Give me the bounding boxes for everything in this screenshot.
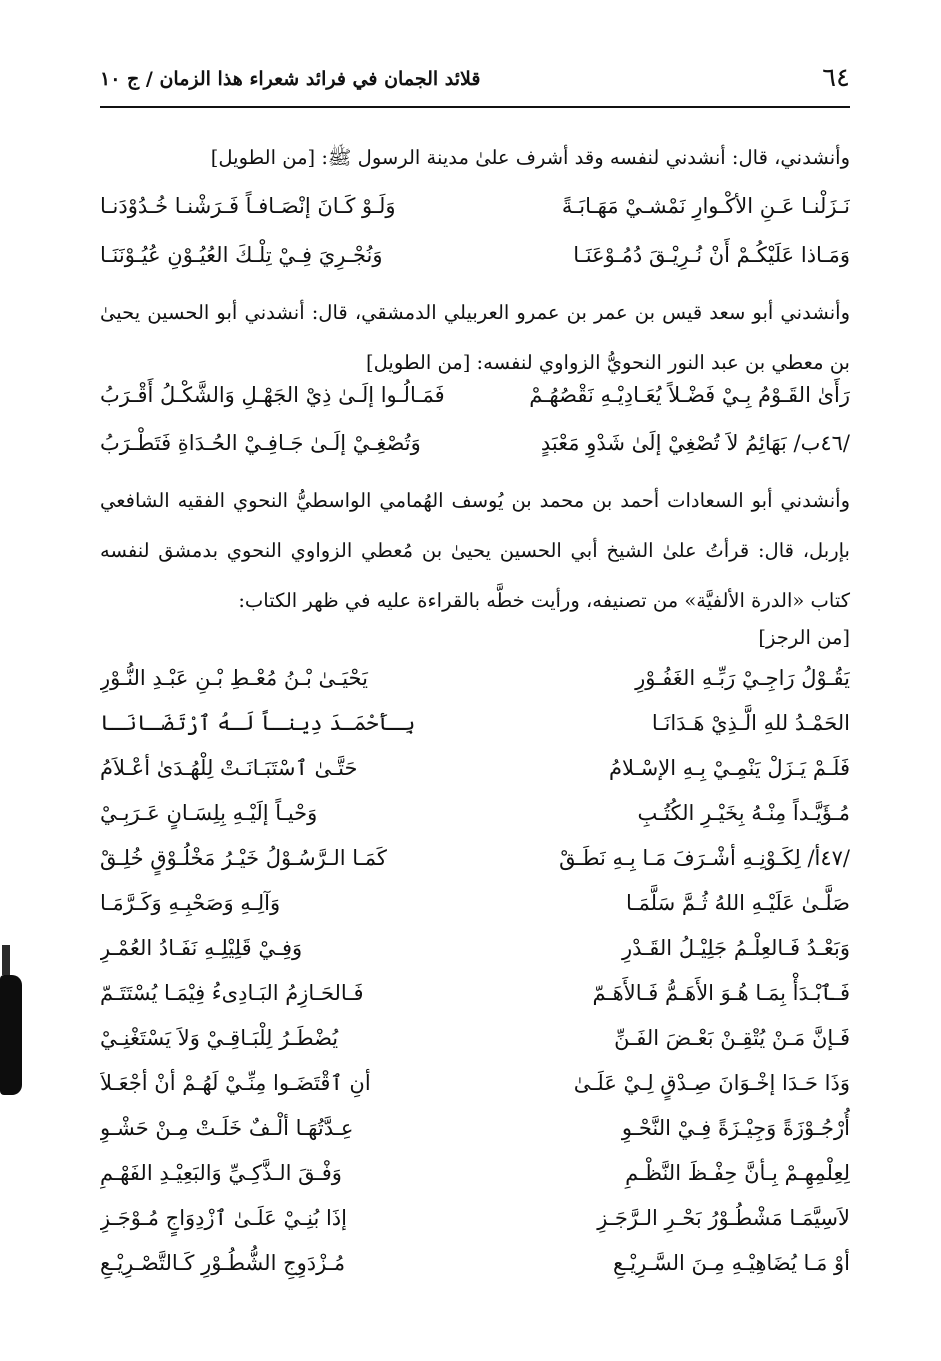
scan-edge-mark [0,975,22,1095]
verse-first-hemistich: وَبَعْـدُ فَـالعِلْـمُ جَلِيْـلُ القَـدْرِ [621,936,850,960]
verse-second-hemistich: إذَا بُنِـيْ عَلَـىٰ ٱزْدِوَاجٍ مُـوْجَـزِ [100,1206,347,1230]
verse-first-hemistich: /٤٧أ/ لِكَـوْنِـهِ أشْـرَفَ مَـا بِـهِ نَطَـقْ [559,846,850,870]
verse-first-hemistich: صَلَّـىٰ عَلَيْـهِ اللهُ ثُـمَّ سَلَّمَـا [625,891,850,915]
verse-row [100,1060,850,1106]
verse-first-hemistich: فَـإنَّ مَـنْ يُتْقِـنْ بَعْـضَ الفَـنِّ [614,1026,850,1050]
intro-paragraph-3: وأنشدني أبو السعادات أحمد بن محمد بن يُوسف الهُمامي الواسطيُّ النحوي الفقيه الشافعي بإربل، قال: قرأتُ علىٰ الشيخ أبي الحسين يحيىٰ بن مُعطي الزواوي النحوي بدمشق لنفسه كتاب «الدرة الألفيَّة» من تصنيفه، ورأيت خطَّه بالقراءة عليه في ظهر الكتاب: [100,489,850,612]
verse-first-hemistich: وَذَا حَـدَا إخْـوَانَ صِـدْقٍ لِـيْ عَلَـىٰ [573,1071,850,1095]
verse-row [100,1195,850,1241]
verse-row [100,880,850,926]
verse-second-hemistich: يَحْيَـىٰ بْـنُ مُعْـطِ بْـنِ عَبْـدِ النُّـوْرِ [100,666,368,690]
intro-paragraph-1: وأنشدني، قال: أنشدني لنفسه وقد أشرف علىٰ مدينة الرسول ﷺ: [من الطويل] [210,146,850,169]
verse-first-hemistich: وَمَـاذا عَلَيْكُـمْ أَنْ نُـرِيْـقَ دُمُـوْعَنَـا [573,243,850,267]
verse-row [100,183,850,229]
verse-second-hemistich: كَمَـا الـرَّسُـوْلُ خَيْـرُ مَخْلُـوْقٍ خُلِـقْ [100,846,387,870]
verse-first-hemistich: لِعِلْمِهِـمْ بِـأنَّ حِفْـظَ النَّظْـمِ [625,1161,850,1185]
verse-second-hemistich: مُـزْدَوِجِ الشُّطُـوْرِ كَـالتَّصْـرِيْـعِ [100,1251,346,1275]
verse-second-hemistich: يُضْطَـرُ لِلْبَـاقِـيْ وَلاَ يَسْتَغْنِـيْ [100,1026,339,1050]
verse-row [100,790,850,836]
verse-second-hemistich: وَآلِـهِ وَصَحْبِـهِ وَكَـرَّمَـا [100,891,281,915]
verse-first-hemistich: رَأَىٰ القَـوْمُ بِـيْ فَضْـلاً يُعَـادِيْـهِ نَقْصُهُـمْ [529,383,850,407]
verse-first-hemistich: مُـؤَيَّـداً مِنْـهُ بِخَيْـرِ الكُتُـبِ [637,801,850,825]
verse-row [100,420,850,466]
verse-row [100,1240,850,1286]
verse-second-hemistich: وَتُصْغِـيْ إلَـىٰ جَـافِـيْ الحُـدَاةِ فَتَطْـرَبُ [100,431,421,455]
verse-row [100,232,850,278]
verse-first-hemistich: أُرْجُـوْزَةً وَجِيْـزَةً فِـيْ النَّحْـوِ [621,1116,850,1140]
verse-first-hemistich: نَـزَلْنـا عَـنِ الأكْـوارِ نَمْشـيْ مَهَـابَـةً [561,194,850,218]
verse-second-hemistich: حَتَّـىٰ ٱسْتَبَـانَـتْ لِلْهُـدَىٰ أعْـلاَمُ [100,756,358,780]
verse-row [100,372,850,418]
verse-first-hemistich: /٤٦ب/ بَهَائِمُ لاَ تُصْغِيْ إلَىٰ شَدْوِ مَعْبَدٍ [540,431,850,455]
verse-first-hemistich: أوْ مَـا يُضَاهِيْـهِ مِـنَ السَّـرِيْـعِ [612,1251,850,1275]
verse-row [100,655,850,701]
page-header [100,62,850,102]
verse-row [100,970,850,1016]
verse-second-hemistich: عِـدَّتُهَـا ألْـفٌ خَلَـتْ مِـنْ حَشْـوِ [100,1116,354,1140]
verse-row [100,700,850,746]
verse-second-hemistich: أنِ ٱقْتَضَـوا مِنِّـيْ لَهُـمْ أنْ أجْعَـلاَ [100,1071,371,1095]
verse-second-hemistich: وَحْيـاً إلَيْـهِ بِلِسَـانٍ عَـرَبِـيْ [100,801,318,825]
verse-second-hemistich: فَمَـالُـوا إلَـىٰ ذِيْ الجَهْـلِ وَالشَّكْـلُ أَقْـرَبُ [100,383,445,407]
verse-first-hemistich: يَقُـوْلُ رَاجِـيْ رَبِّـهِ الغَفُـوْرِ [635,666,850,690]
verse-row [100,1015,850,1061]
meter-label: [من الرجز] [758,626,850,649]
verse-row [100,1105,850,1151]
verse-row [100,835,850,881]
verse-first-hemistich: فَـٱبْـدَأْ بِمَـا هُـوَ الأَهَـمُّ فَـالأَهَـمّ [592,981,850,1005]
verse-second-hemistich: وَلَـوْ كَـانَ إنْصَـافـاً فَـرَشْنـا خُـدُوْدَنـا [100,194,396,218]
verse-row [100,1150,850,1196]
verse-second-hemistich: بِـأَحْمَـدَ دِينـاً لَـهُ ٱرْتَضَـانَـا [100,711,416,735]
intro-paragraph-2: وأنشدني أبو سعد قيس بن عمر بن عمرو العربيلي الدمشقي، قال: أنشدني أبو الحسين يحيىٰ بن معطي بن عبد النور النحويُّ الزواوي لنفسه: [من الطويل] [100,301,850,374]
verse-first-hemistich: لاَسِيَّمَـا مَشْطُـوْرُ بَحْـرِ الـرَّجَـزِ [597,1206,850,1230]
verse-first-hemistich: الحَمْـدُ للهِ الَّـذِيْ هَـدَانَـا [651,711,850,735]
verse-second-hemistich: وَفِـيْ قَلِيْلِـهِ نَفَـادُ العُمْـرِ [100,936,303,960]
verse-second-hemistich: وَفْـقَ الـذَّكِـيِّ وَالبَعِيْـدِ الفَهْـمِ [100,1161,342,1185]
page-number: ٦٤ [822,63,850,93]
verse-second-hemistich: فَـالحَـازِمُ البَـادِىءُ فِيْمَـا يُسْتَتَـمّ [100,981,364,1005]
running-title: قلائد الجمان في فرائد شعراء هذا الزمان / ج ١٠ [100,68,481,90]
verse-second-hemistich: وَنُجْـرِيَ فِـيْ تِلْـكَ العُيُـوْنِ عُيُـوْنَنَـا [100,243,383,267]
verse-first-hemistich: فَلَـمْ يَـزَلْ يَنْمِـيْ بِـهِ الإسْـلامُ [609,756,850,780]
verse-row [100,925,850,971]
header-rule [100,106,850,108]
verse-row [100,745,850,791]
